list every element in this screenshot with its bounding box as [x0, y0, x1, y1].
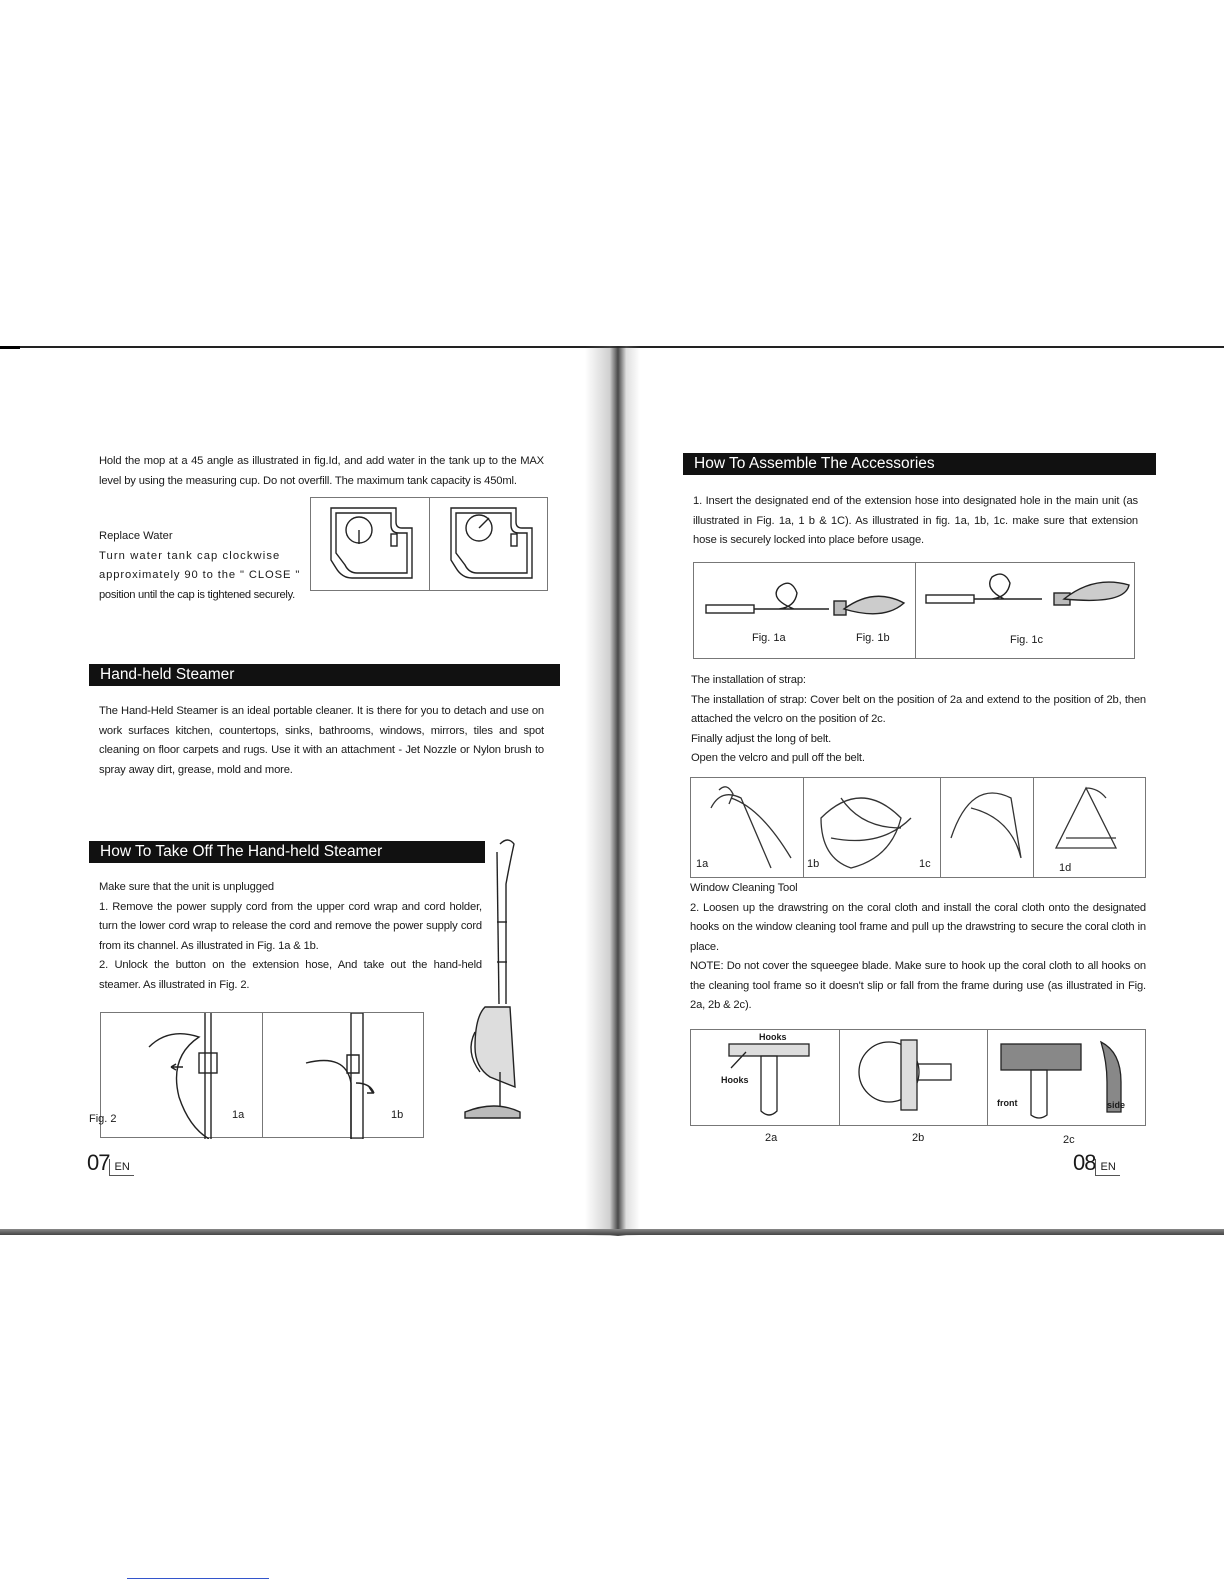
window-tool-figure	[690, 1029, 1146, 1126]
window-tool-paragraph: 2. Loosen up the drawstring on the coral cloth and install the coral cloth onto the designated hooks on the window cleaning tool frame and pull up the drawstring to secure the coral cloth in place.	[690, 901, 1146, 953]
strap-label-1a: 1a	[696, 858, 709, 870]
right-page-number	[1073, 1150, 1120, 1176]
handheld-steamer-header: Hand-held Steamer	[89, 664, 560, 686]
take-off-header: How To Take Off The Hand-held Steamer	[89, 841, 485, 863]
front-label: front	[997, 1098, 1018, 1108]
take-off-step-2: 2. Unlock the button on the extension hose, And take out the hand-held steamer. As illustrated in Fig. 2.	[99, 959, 482, 991]
fig-1b-caption: Fig. 1b	[856, 632, 890, 644]
fig-1c-caption: Fig. 1c	[1010, 634, 1044, 646]
caption-2c: 2c	[1063, 1134, 1075, 1146]
window-tool-text	[690, 879, 1146, 1016]
intro-paragraph: Hold the mop at a 45 angle as illustrated in fig.Id, and add water in the tank up to the MAX level by using the measuring cup. Do not overfill. The maximum tank capacity is 450ml.	[99, 455, 544, 487]
steamer-illustration	[445, 832, 525, 1132]
strap-line-4: Open the velcro and pull off the belt.	[691, 752, 865, 764]
book-spine-shadow	[585, 346, 640, 1236]
assemble-paragraph: 1. Insert the designated end of the extension hose into designated hole in the main unit (as illustrated in Fig. 1a, 1 b & 1C). As illustrated in fig. 1a, 1b, 1c. make sure that extension hose is securely locked into place before usage.	[693, 495, 1138, 546]
strap-line-3: Finally adjust the long of belt.	[691, 732, 832, 745]
cord-illustration	[101, 1013, 425, 1139]
take-off-text	[99, 878, 482, 995]
strap-text	[691, 671, 1146, 769]
window-tool-title: Window Cleaning Tool	[690, 882, 798, 894]
lang-badge-left: EN	[109, 1159, 133, 1176]
take-off-line-1: Make sure that the unit is unplugged	[99, 881, 274, 893]
hose-figure	[693, 562, 1135, 659]
replace-water-line-2: approximately 90 to the " CLOSE "	[99, 569, 301, 581]
strap-figure	[690, 777, 1146, 878]
left-page-number	[87, 1150, 134, 1176]
replace-water-title: Replace Water	[99, 530, 173, 542]
lang-badge-right: EN	[1095, 1159, 1119, 1176]
scan-artifact-line	[127, 1578, 269, 1579]
page-number-08: 08	[1073, 1150, 1096, 1175]
take-off-step-1: 1. Remove the power supply cord from the upper cord wrap and cord holder, turn the lower cord wrap to release the cord and remove the power supply cord from its channel. As illustrated in Fig. 1a & 1b.	[99, 900, 482, 952]
caption-2b: 2b	[912, 1132, 925, 1144]
page-number-07: 07	[87, 1150, 110, 1175]
fig1b-label: 1b	[391, 1109, 404, 1121]
side-label: side	[1107, 1100, 1126, 1110]
hooks-left-label: Hooks	[721, 1075, 749, 1085]
replace-water-line-1: Turn water tank cap clockwise	[99, 549, 281, 562]
window-tool-note: NOTE: Do not cover the squeegee blade. Make sure to hook up the coral cloth to all hooks on the cleaning tool frame so it doesn't slip or fall from the frame during use (as illustrated in Fig. 2a, 2b & 2c).	[690, 960, 1146, 1011]
hooks-top-label: Hooks	[759, 1032, 787, 1042]
window-tool-illustration	[691, 1030, 1147, 1127]
fig1-cord-figure	[100, 1012, 424, 1138]
water-cap-figure	[310, 497, 548, 591]
bottom-rule	[0, 1229, 1224, 1235]
fig-1a-caption: Fig. 1a	[752, 632, 786, 644]
water-cap-illustration	[311, 498, 549, 592]
strap-label-1d: 1d	[1059, 862, 1072, 874]
replace-water-block	[99, 527, 309, 605]
fig1a-label: 1a	[232, 1109, 245, 1121]
strap-label-1b: 1b	[807, 858, 820, 870]
top-rule-mark	[0, 346, 20, 349]
caption-2a: 2a	[765, 1132, 778, 1144]
assemble-header: How To Assemble The Accessories	[683, 453, 1156, 475]
strap-label-1c: 1c	[919, 858, 931, 870]
strap-line-1: The installation of strap:	[691, 674, 806, 686]
strap-line-2: The installation of strap: Cover belt on the position of 2a and extend to the position of 2b, then attached the velcro on the position of 2c.	[691, 693, 1146, 725]
handheld-steamer-paragraph: The Hand-Held Steamer is an ideal portable cleaner. It is there for you to detach and use on work surfaces kitchen, countertops, sinks, bathrooms, windows, mirrors, tiles and spot cleaning on floor carpets and rugs. Use it with an attachment - Jet Nozzle or Nylon brush to spray away dirt, grease, mold and more.	[99, 705, 544, 776]
fig2-label: Fig. 2	[89, 1113, 117, 1125]
replace-water-line-3: position until the cap is tightened securely.	[99, 588, 295, 601]
